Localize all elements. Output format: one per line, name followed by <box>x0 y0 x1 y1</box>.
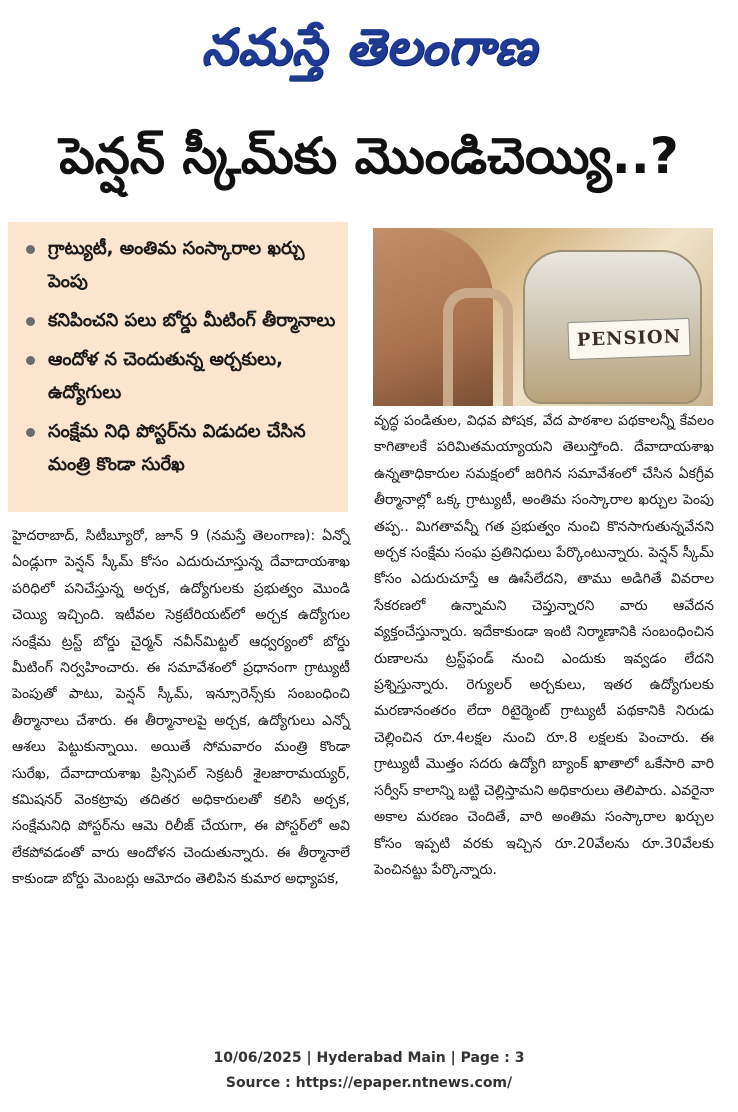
walking-cane-illustration <box>443 288 513 406</box>
bullet-icon <box>26 245 35 254</box>
highlight-text: ఆందోళ న చెందుతున్న అర్చకులు, ఉద్యోగులు <box>48 349 283 403</box>
newspaper-masthead: నమస్తే తెలంగాణ <box>201 17 537 76</box>
article-column-left <box>12 523 350 1033</box>
highlights-box <box>8 222 348 512</box>
footer-date-line: 10/06/2025 | Hyderabad Main | Page : 3 <box>213 1050 525 1066</box>
highlight-item <box>26 304 342 337</box>
highlights-list <box>26 232 342 481</box>
bullet-icon <box>26 317 35 326</box>
article-column-right <box>374 408 714 1028</box>
highlight-item <box>26 343 342 409</box>
bullet-icon <box>26 428 35 437</box>
footer-source-line: Source : https://epaper.ntnews.com/ <box>225 1075 513 1091</box>
article-paragraph: హైదరాబాద్, సిటీబ్యూరో, జూన్ 9 (నమస్తే తెలంగాణ): ఏన్నో ఏండ్లుగా పెన్షన్ స్కీమ్ కోసం ఎదురుచూస్తున్న దేవాదాయశాఖ పరిధిలో పనిచేస్తున్న అర్చక, ఉద్యోగులకు ప్రభుత్వం మొండి చెయ్యి ఇచ్చింది. ఇటీవల సెక్రటేరియట్‌లో అర్చక ఉద్యోగుల సంక్షేమ ట్రస్ట్ బోర్డు చైర్మన్ నవీన్‌మిట్టల్ ఆధ్వర్యంలో బోర్డు మీటింగ్ నిర్వహించారు. ఈ సమావేశంలో ప్రధానంగా గ్రాట్యుటీ పెంపుతో పాటు, పెన్షన్ స్కీమ్, ఇన్సూరెన్స్‌కు సంబంధించి తీర్మానాలు చేశారు. ఈ తీర్మానాలపై అర్చక, ఉద్యోగులు ఎన్నో ఆశలు పెట్టుకున్నాయి. అయితే సోమవారం మంత్రి కొండా సురేఖ, దేవాదాయశాఖ ప్రిన్సిపల్ సెక్రటరీ శైలజారామయ్యర్, కమిషనర్ వెంకట్రావు తదితర అధికారులతో కలిసి అర్చక, సంక్షేమనిధి పోస్టర్‌ను ఆమె రిలీజ్ చేయగా, ఈ పోస్టర్‌లో అవి లేకపోవడంతో వారు ఆందోళన చెందుతున్నారు. ఈ తీర్మానాలే కాకుండా బోర్డు మెంబర్లు ఆమోదం తెలిపిన కుమార అధ్యాపక, <box>12 528 350 888</box>
highlight-text: గ్రాట్యుటీ, అంతిమ సంస్కారాల ఖర్చు పెంపు <box>48 238 305 292</box>
pension-jar-photo <box>373 228 713 406</box>
highlight-text: కనిపించని పలు బోర్డు మీటింగ్ తీర్మానాలు <box>48 310 336 331</box>
highlight-item <box>26 232 342 298</box>
bullet-icon <box>26 356 35 365</box>
article-headline: పెన్షన్ స్కీమ్‌కు మొండిచెయ్యి..? <box>59 127 679 185</box>
highlight-item <box>26 415 342 481</box>
article-paragraph: వృద్ధ పండితుల, విధవ పోషక, వేద పాఠశాల పథకాలన్నీ కేవలం కాగితాలకే పరిమితమయ్యాయని తెలుస్తోంది. దేవాదాయశాఖ ఉన్నతాధికారుల సమక్షంలో జరిగిన సమావేశంలో చేసిన ఏకగ్రీవ తీర్మానాల్లో ఒక్క గ్రాట్యుటీ, అంతిమ సంస్కారాల ఖర్చుల పెంపు తప్ప.. మిగతావన్నీ గత ప్రభుత్వం నుంచి కొనసాగుతున్నవేనని అర్చక సంక్షేమ సంఘ ప్రతినిధులు పేర్కొంటున్నారు. పెన్షన్ స్కీమ్ కోసం ఎదురుచూస్తే ఆ ఊసేలేదని, తాము అడిగితే వివరాల సేకరణలో ఉన్నామని చెప్తున్నారని వారు ఆవేదన వ్యక్తంచేస్తున్నారు. ఇదేకాకుండా ఇంటి నిర్మాణానికి సంబంధించిన రుణాలను ట్రస్ట్‌ఫండ్ నుంచి ఎందుకు ఇవ్వడం లేదని ప్రశ్నిస్తున్నారు. రెగ్యులర్ అర్చకులు, ఇతర ఉద్యోగులకు మరణానంతరం లేదా రిటైర్మెంట్ గ్రాట్యుటీ పథకానికి నిరుడు చెల్లించిన రూ.4లక్షల నుంచి రూ.8 లక్షలకు పెంచారు. ఈ గ్రాట్యుటీ మొత్తం సదరు ఉద్యోగి బ్యాంక్ ఖాతాలో ఒకేసారి వారి సర్వీస్ కాలాన్ని బట్టి చెల్లిస్తామని అధికారులు తెలిపారు. ఎవరైనా అకాల మరణం చెందితే, వారి అంతిమ సంస్కారాల ఖర్చుల కోసం ఇప్పటి వరకు ఇచ్చిన రూ.20వేలను రూ.30వేలకు పెంచినట్టు పేర్కొన్నారు. <box>374 413 714 878</box>
pension-tag-label: PENSION <box>567 318 690 360</box>
highlight-text: సంక్షేమ నిధి పోస్టర్‌ను విడుదల చేసిన మంత్రి కొండా సురేఖ <box>48 421 306 475</box>
